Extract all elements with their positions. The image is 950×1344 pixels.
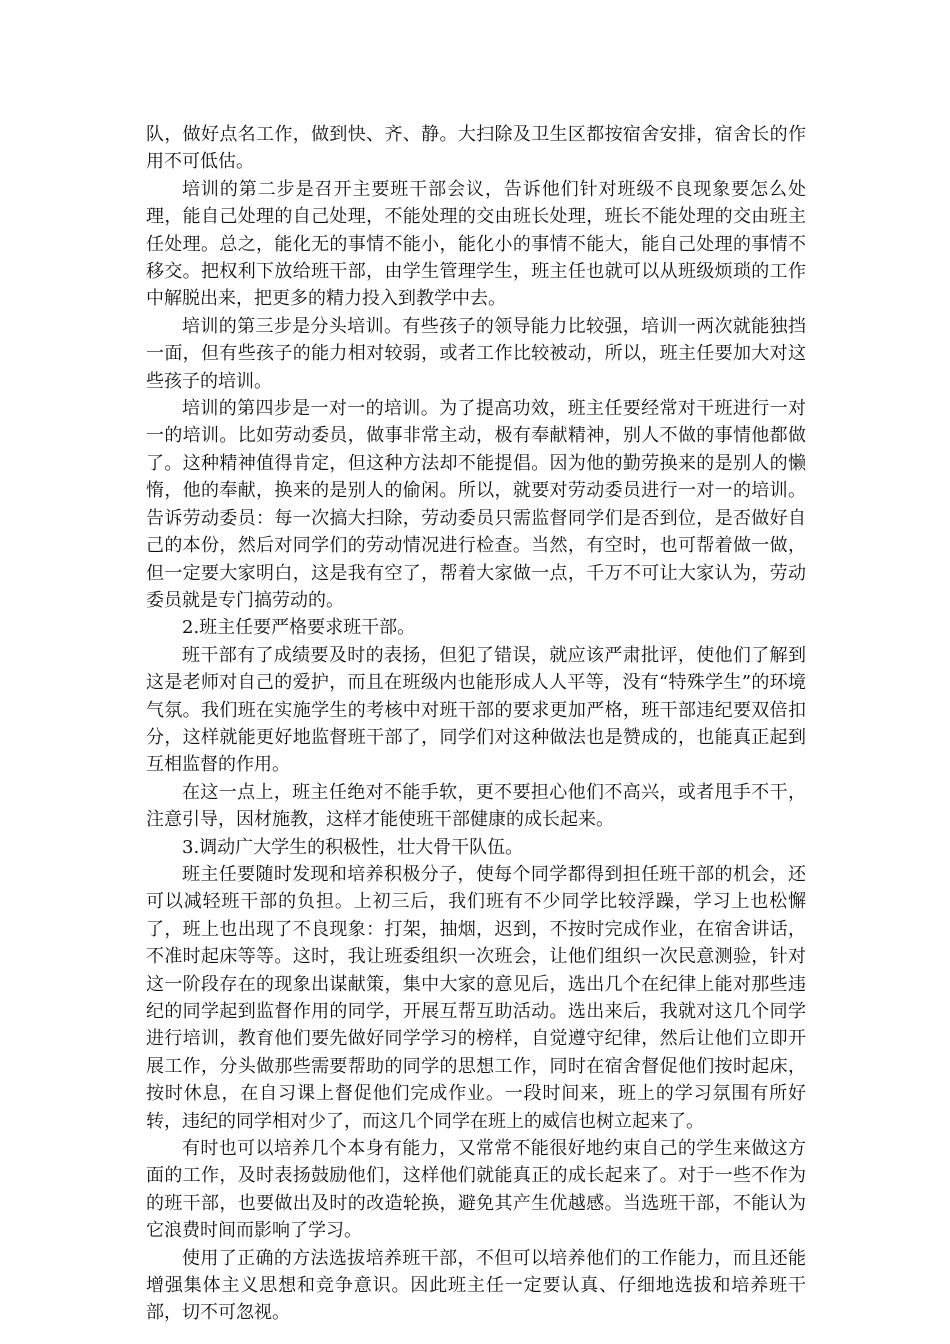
section-heading-2: 2.班主任要严格要求班干部。 xyxy=(182,617,416,639)
section-heading-3: 3.调动广大学生的积极性，壮大骨干队伍。 xyxy=(182,836,524,858)
paragraph-continuation: 队，做好点名工作，做到快、齐、静。大扫除及卫生区都按宿舍安排，宿舍长的作用不可低估。 xyxy=(146,124,806,173)
paragraph-cultivate-capable: 有时也可以培养几个本身有能力，又常常不能很好地约束自己的学生来做这方面的工作，及时表扬鼓励他们，这样他们就能真正的成长起来了。对于一些不作为的班干部，也要做出及时的改造轮换，避免其产生优越感。当选班干部，不能认为它浪费时间而影响了学习。 xyxy=(146,1138,806,1242)
paragraph-praise-and-criticism: 班干部有了成绩要及时的表扬，但犯了错误，就应该严肃批评，使他们了解到这是老师对自己的爱护，而且在班级内也能形成人人平等，没有“特殊学生”的环境气氛。我们班在实施学生的考核中对班干部的要求更加严格，班干部违纪要双倍扣分，这样就能更好地监督班干部了，同学们对这种做法也是赞成的，也能真正起到互相监督的作用。 xyxy=(146,644,806,776)
paragraph-activists: 班主任要随时发现和培养积极分子，使每个同学都得到担任班干部的机会，还可以减轻班干部的负担。上初三后，我们班有不少同学比较浮躁，学习上也松懈了，班上也出现了不良现象：打架，抽烟，迟到，不按时完成作业，在宿舍讲话，不准时起床等等。这时，我让班委组织一次班会，让他们组织一次民意测验，针对这一阶段存在的现象出谋献策，集中大家的意见后，选出几个在纪律上能对那些违纪的同学起到监督作用的同学，开展互帮互助活动。选出来后，我就对这几个同学进行培训，教育他们要先做好同学学习的榜样，自觉遵守纪律，然后让他们立即开展工作，分头做那些需要帮助的同学的思想工作，同时在宿舍督促他们按时起床，按时休息，在自习课上督促他们完成作业。一段时间来，班上的学习氛围有所好转，违纪的同学相对少了，而这几个同学在班上的威信也树立起来了。 xyxy=(146,863,806,1132)
paragraph-conclusion: 使用了正确的方法选拔培养班干部，不但可以培养他们的工作能力，而且还能增强集体主义思想和竞争意识。因此班主任一定要认真、仔细地选拔和培养班干部，切不可忽视。 xyxy=(146,1247,806,1324)
paragraph-no-leniency: 在这一点上，班主任绝对不能手软，更不要担心他们不高兴，或者甩手不干，注意引导，因材施教，这样才能使班干部健康的成长起来。 xyxy=(146,781,806,831)
document-page xyxy=(146,121,806,1327)
paragraph-training-step-two: 培训的第二步是召开主要班干部会议，告诉他们针对班级不良现象要怎么处理，能自己处理的自己处理，不能处理的交由班长处理，班长不能处理的交由班主任处理。总之，能化无的事情不能小，能化小的事情不能大，能自己处理的事情不移交。把权利下放给班干部，由学生管理学生，班主任也就可以从班级烦琐的工作中解脱出来，把更多的精力投入到教学中去。 xyxy=(146,178,806,310)
paragraph-training-step-three: 培训的第三步是分头培训。有些孩子的领导能力比较强，培训一两次就能独挡一面，但有些孩子的能力相对较弱，或者工作比较被动，所以，班主任要加大对这些孩子的培训。 xyxy=(146,315,806,392)
paragraph-training-step-four: 培训的第四步是一对一的培训。为了提高功效，班主任要经常对干班进行一对一的培训。比如劳动委员，做事非常主动，极有奉献精神，别人不做的事情他都做了。这种精神值得肯定，但这种方法却不能提倡。因为他的勤劳换来的是别人的懒惰，他的奉献，换来的是别人的偷闲。所以，就要对劳动委员进行一对一的培训。告诉劳动委员：每一次搞大扫除，劳动委员只需监督同学们是否到位，是否做好自己的本份，然后对同学们的劳动情况进行检查。当然，有空时，也可帮着做一做，但一定要大家明白，这是我有空了，帮着大家做一点，千万不可让大家认为，劳动委员就是专门搞劳动的。 xyxy=(146,398,806,611)
